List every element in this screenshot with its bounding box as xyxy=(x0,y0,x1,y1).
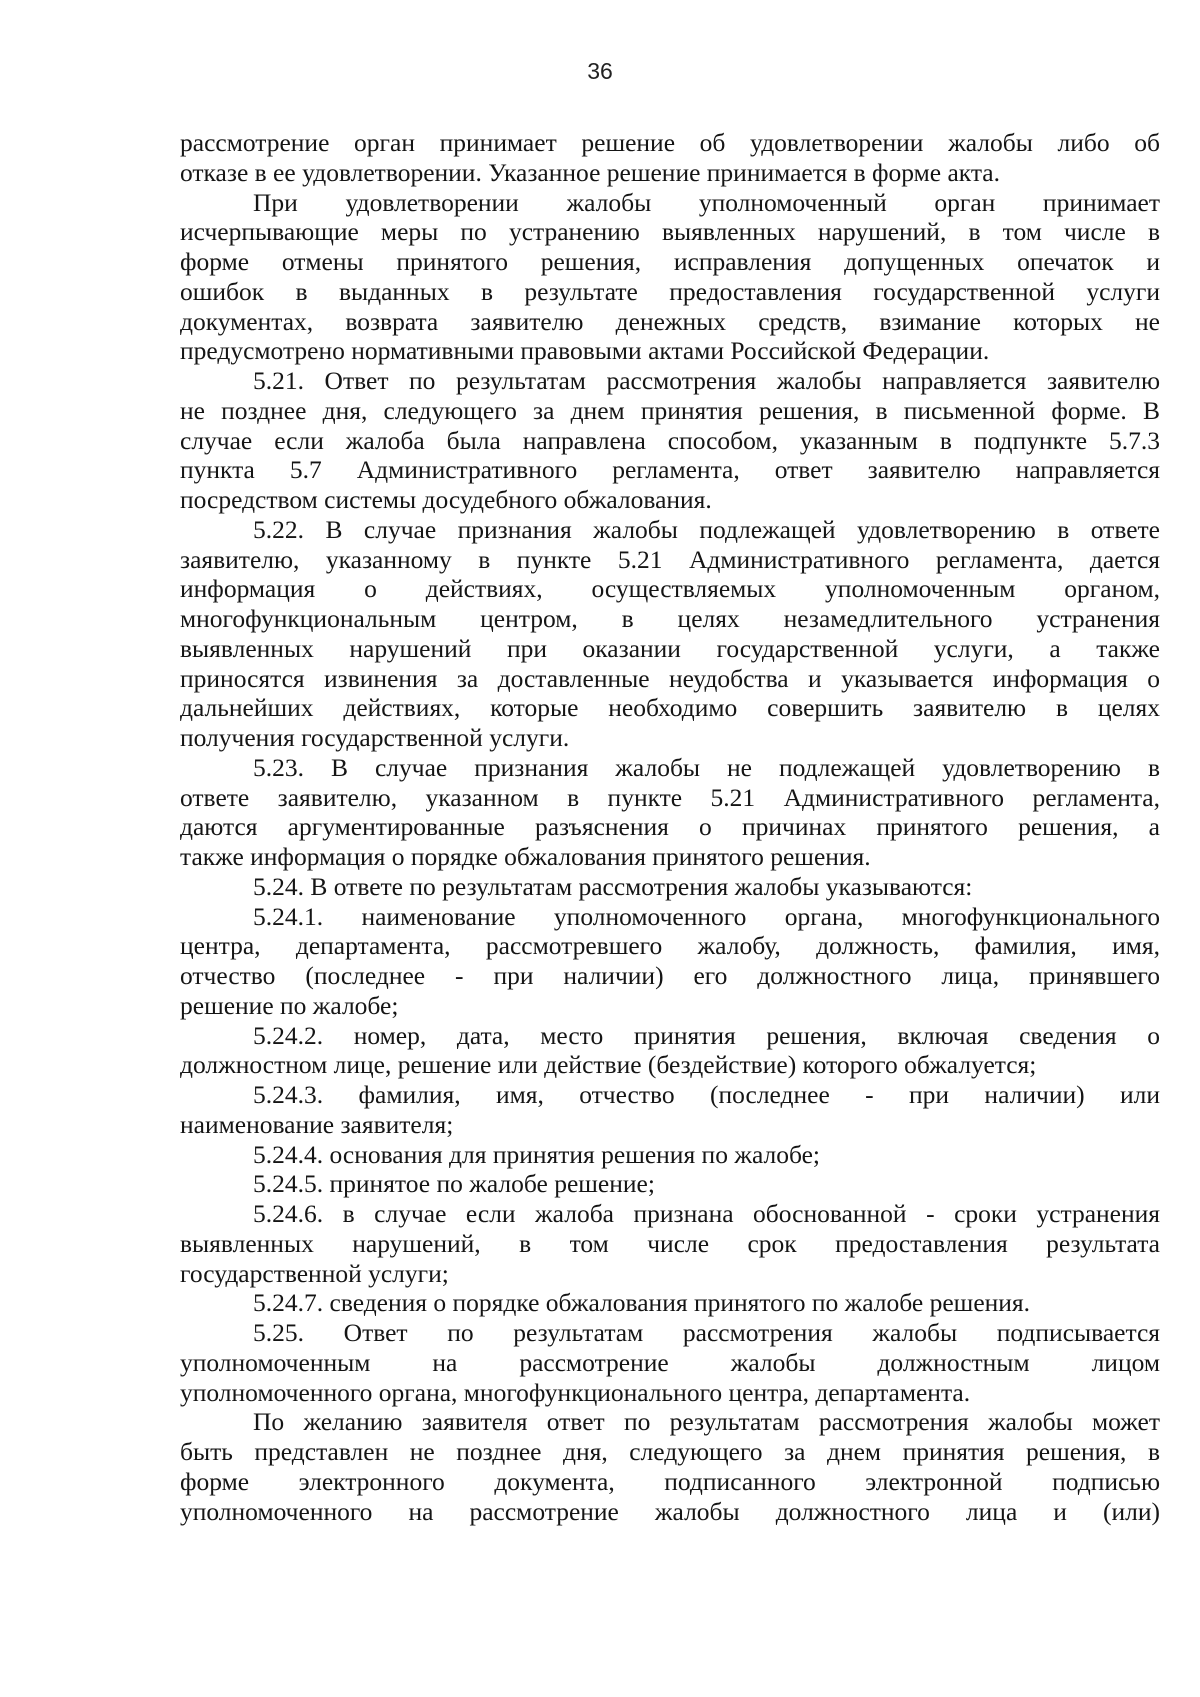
document-body xyxy=(180,128,1160,1526)
text-line: даются аргументированные разъяснения о причинах принятого решения, а xyxy=(180,812,1160,842)
text-line: дальнейших действиях, которые необходимо совершить заявителю в целях xyxy=(180,693,1160,723)
text-line: государственной услуги; xyxy=(180,1258,449,1288)
text-line: центра, департамента, рассмотревшего жалобу, должность, фамилия, имя, xyxy=(180,931,1160,961)
text-line: уполномоченного на рассмотрение жалобы должностного лица и (или) xyxy=(180,1496,1160,1526)
text-line: информация о действиях, осуществляемых уполномоченным органом, xyxy=(180,574,1160,604)
text-line: посредством системы досудебного обжалования. xyxy=(180,485,712,514)
text-line: рассмотрение орган принимает решение об удовлетворении жалобы либо об xyxy=(180,128,1160,157)
text-line: 5.23. В случае признания жалобы не подлежащей удовлетворению в xyxy=(253,752,1160,782)
text-line: форме электронного документа, подписанного электронной подписью xyxy=(180,1466,1160,1496)
text-line: также информация о порядке обжалования принятого решения. xyxy=(180,842,871,871)
text-line: ответе заявителю, указанном в пункте 5.21 Административного регламента, xyxy=(180,782,1160,812)
text-line: 5.24.2. номер, дата, место принятия решения, включая сведения о xyxy=(253,1020,1160,1050)
text-line: заявителю, указанному в пункте 5.21 Административного регламента, дается xyxy=(180,544,1160,574)
text-line: 5.25. Ответ по результатам рассмотрения жалобы подписывается xyxy=(253,1318,1160,1347)
text-line: 5.24.6. в случае если жалоба признана обоснованной - сроки устранения xyxy=(253,1199,1160,1228)
text-line: документах, возврата заявителю денежных средств, взимание которых не xyxy=(180,306,1160,336)
text-line: По желанию заявителя ответ по результатам рассмотрения жалобы может xyxy=(253,1407,1160,1437)
text-line: выявленных нарушений, в том числе срок предоставления результата xyxy=(180,1228,1160,1258)
text-line: пункта 5.7 Административного регламента, ответ заявителю направляется xyxy=(180,455,1160,485)
text-line: ошибок в выданных в результате предоставления государственной услуги xyxy=(180,276,1160,306)
text-line: случае если жалоба была направлена способом, указанным в подпункте 5.7.3 xyxy=(180,425,1160,455)
text-line: уполномоченного органа, многофункционального центра, департамента. xyxy=(180,1377,971,1407)
text-line: исчерпывающие меры по устранению выявленных нарушений, в том числе в xyxy=(180,217,1160,247)
text-line: решение по жалобе; xyxy=(180,990,399,1020)
text-line: 5.24.1. наименование уполномоченного органа, многофункционального xyxy=(253,901,1160,931)
text-line: многофункциональным центром, в целях незамедлительного устранения xyxy=(180,604,1160,633)
text-line: При удовлетворении жалобы уполномоченный орган принимает xyxy=(253,187,1160,217)
text-line: быть представлен не позднее дня, следующего за днем принятия решения, в xyxy=(180,1437,1160,1466)
text-line: 5.24. В ответе по результатам рассмотрения жалобы указываются: xyxy=(253,871,973,901)
text-line: 5.21. Ответ по результатам рассмотрения жалобы направляется заявителю xyxy=(253,366,1160,395)
text-line: отчество (последнее - при наличии) его должностного лица, принявшего xyxy=(180,961,1160,990)
text-line: предусмотрено нормативными правовыми актами Российской Федерации. xyxy=(180,336,990,366)
text-line: форме отмены принятого решения, исправления допущенных опечаток и xyxy=(180,247,1160,276)
text-line: выявленных нарушений при оказании государственной услуги, а также xyxy=(180,633,1160,663)
text-line: не позднее дня, следующего за днем принятия решения, в письменной форме. В xyxy=(180,395,1160,425)
text-line: 5.24.5. принятое по жалобе решение; xyxy=(253,1169,655,1199)
page-number: 36 xyxy=(587,58,613,84)
text-line: 5.24.7. сведения о порядке обжалования принятого по жалобе решения. xyxy=(253,1288,1031,1318)
text-line: отказе в ее удовлетворении. Указанное решение принимается в форме акта. xyxy=(180,157,1000,187)
text-line: 5.22. В случае признания жалобы подлежащей удовлетворению в ответе xyxy=(253,514,1160,544)
text-line: наименование заявителя; xyxy=(180,1109,454,1139)
text-line: получения государственной услуги. xyxy=(180,723,570,752)
text-line: 5.24.4. основания для принятия решения по жалобе; xyxy=(253,1139,821,1169)
text-line: должностном лице, решение или действие (бездействие) которого обжалуется; xyxy=(180,1050,1037,1080)
text-line: приносятся извинения за доставленные неудобства и указывается информация о xyxy=(180,663,1160,693)
text-line: уполномоченным на рассмотрение жалобы должностным лицом xyxy=(180,1347,1160,1377)
text-line: 5.24.3. фамилия, имя, отчество (последнее - при наличии) или xyxy=(253,1080,1160,1109)
